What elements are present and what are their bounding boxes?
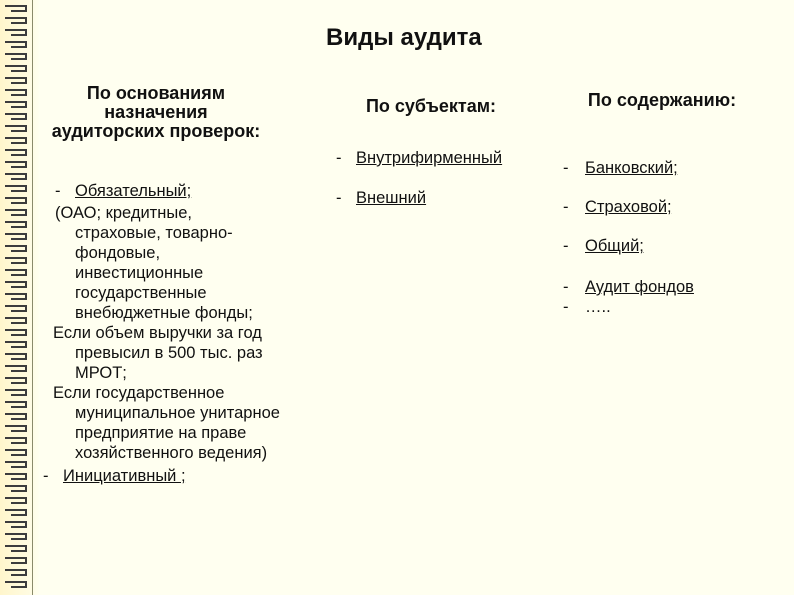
binding-ring <box>5 294 26 299</box>
binding-ring <box>5 270 26 275</box>
binding-ring <box>5 390 26 395</box>
list-marker: - <box>563 159 569 177</box>
item-internal: Внутрифирменный <box>356 149 503 167</box>
detail-line: муниципальное унитарное <box>75 404 280 422</box>
binding-ring <box>5 42 26 47</box>
binding-ring <box>5 30 26 35</box>
binding-ring <box>5 150 26 155</box>
heading-line: назначения <box>104 102 208 122</box>
detail-line: Если государственное <box>53 384 225 402</box>
binding-ring <box>5 402 26 407</box>
binding-ring <box>5 126 26 131</box>
binding-ring <box>5 162 26 167</box>
binding-ring <box>5 354 26 359</box>
binding-ring <box>5 438 26 443</box>
detail-line: внебюджетные фонды; <box>75 304 253 322</box>
binding-ring <box>5 534 26 539</box>
binding-ring <box>5 378 26 383</box>
item-ellipsis: ….. <box>585 298 611 316</box>
item-insurance: Страховой; <box>585 198 672 216</box>
binding-ring <box>5 222 26 227</box>
binding-ring <box>5 258 26 263</box>
detail-line: государственные <box>75 284 207 302</box>
binding-ring <box>5 54 26 59</box>
detail-line: фондовые, <box>75 244 161 262</box>
binding-ring <box>5 474 26 479</box>
binding-ring <box>5 66 26 71</box>
binding-ring <box>5 234 26 239</box>
binding-ring <box>5 6 26 11</box>
detail-line: превысил в 500 тыс. раз <box>75 344 263 362</box>
heading-line: аудиторских проверок: <box>51 121 261 141</box>
column-heading-basis <box>36 84 276 141</box>
binding-ring <box>5 90 26 95</box>
binding-ring <box>5 366 26 371</box>
binding-ring <box>5 78 26 83</box>
binding-ring <box>5 462 26 467</box>
list-marker: - <box>563 198 569 216</box>
binding-ring <box>5 18 26 23</box>
binding-ring <box>5 570 26 575</box>
column-heading-content: По содержанию: <box>587 90 737 110</box>
detail-line: предприятие на праве <box>75 424 247 442</box>
page-title: Виды аудита <box>326 24 482 51</box>
list-marker: - <box>336 149 342 167</box>
binding-ring <box>5 498 26 503</box>
binding-ring <box>5 342 26 347</box>
binding-ring <box>5 522 26 527</box>
binding-ring <box>5 414 26 419</box>
item-external: Внешний <box>356 189 427 207</box>
list-marker: - <box>43 467 49 485</box>
binding-ring <box>5 582 26 587</box>
binding-ring <box>5 186 26 191</box>
item-initiative: Инициативный ; <box>63 467 186 485</box>
binding-ring <box>5 558 26 563</box>
binding-ring <box>5 450 26 455</box>
detail-line: (ОАО; кредитные, <box>55 204 192 222</box>
binding-ring <box>5 114 26 119</box>
binding-ring <box>5 102 26 107</box>
list-marker: - <box>55 182 61 200</box>
detail-line: инвестиционные <box>75 264 204 282</box>
binding-ring <box>5 282 26 287</box>
item-general: Общий; <box>585 237 644 255</box>
list-marker: - <box>563 237 569 255</box>
item-mandatory: Обязательный; <box>75 182 192 200</box>
binding-ring <box>5 174 26 179</box>
heading-line: По основаниям <box>86 83 226 103</box>
detail-line: Если объем выручки за год <box>53 324 262 342</box>
detail-line: хозяйственного ведения) <box>75 444 268 462</box>
item-fund-audit: Аудит фондов <box>585 278 694 296</box>
list-marker: - <box>563 278 569 296</box>
list-marker: - <box>336 189 342 207</box>
detail-line: МРОТ; <box>75 364 127 382</box>
binding-ring <box>5 246 26 251</box>
binding-ring <box>5 510 26 515</box>
item-banking: Банковский; <box>585 159 678 177</box>
binding-ring <box>5 426 26 431</box>
binding-ring <box>5 198 26 203</box>
binding-ring <box>5 138 26 143</box>
detail-line: страховые, товарно- <box>75 224 233 242</box>
binding-ring <box>5 330 26 335</box>
spiral-rings <box>3 0 33 595</box>
column-heading-subjects: По субъектам: <box>365 96 497 116</box>
binding-ring <box>5 210 26 215</box>
binding-ring <box>5 306 26 311</box>
list-marker: - <box>563 298 569 316</box>
binding-ring <box>5 546 26 551</box>
binding-ring <box>5 486 26 491</box>
binding-ring <box>5 318 26 323</box>
